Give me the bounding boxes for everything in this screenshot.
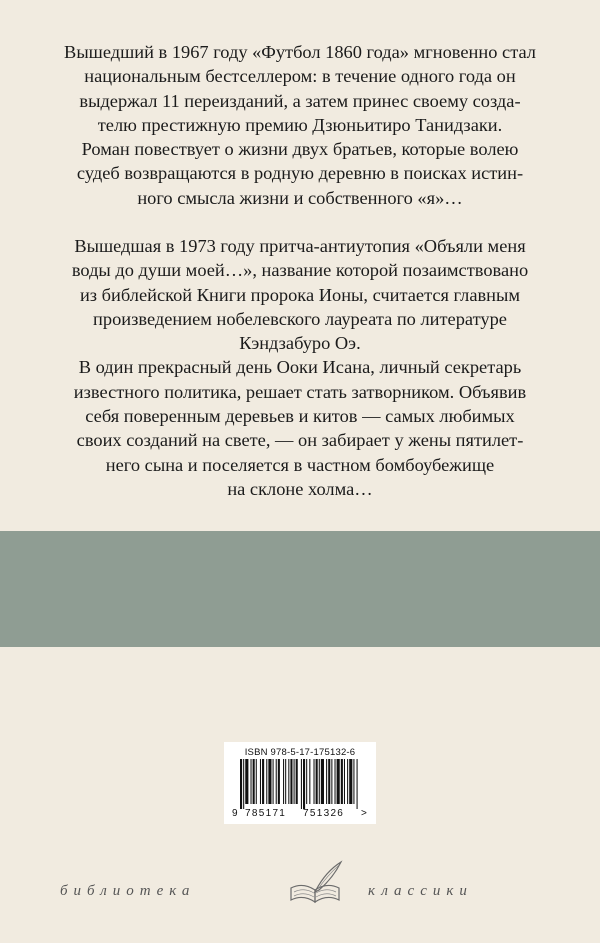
barcode-bar bbox=[268, 759, 271, 804]
barcode-bar bbox=[256, 759, 257, 804]
text-line: Вышедшая в 1973 году притча-антиутопия «Объяли меня bbox=[74, 236, 526, 256]
barcode-bar bbox=[251, 759, 252, 804]
barcode-bar bbox=[303, 759, 305, 809]
barcode-bar bbox=[328, 759, 330, 804]
text-line: произведением нобелевского лауреата по литературе bbox=[93, 308, 507, 329]
barcode-bar bbox=[353, 759, 354, 804]
barcode-bar bbox=[273, 759, 274, 804]
barcode-bar bbox=[331, 759, 332, 804]
barcode-bar bbox=[326, 759, 327, 804]
barcode-digits-right: 751326 bbox=[303, 808, 345, 819]
text-line: выдержал 11 переизданий, а затем принес своему созда- bbox=[79, 90, 521, 111]
barcode-bar bbox=[266, 759, 267, 804]
barcode-bar bbox=[245, 759, 248, 804]
barcode-bar bbox=[283, 759, 284, 804]
text-line: известного политика, решает стать затворником. Объявив bbox=[73, 381, 527, 402]
barcode-bar bbox=[240, 759, 242, 809]
barcode-quiet-mark: > bbox=[361, 808, 367, 819]
barcode-bar bbox=[260, 759, 261, 804]
barcode-bar bbox=[262, 759, 264, 804]
text-line: из библейской Книги пророка Ионы, считается главным bbox=[79, 284, 521, 305]
barcode-bar bbox=[294, 759, 295, 804]
text-line: В один прекрасный день Ооки Исана, личный секретарь bbox=[78, 357, 522, 378]
text-line: Роман повествует о жизни двух братьев, которые волею bbox=[81, 139, 519, 160]
isbn-label: ISBN 978-5-17-175132-6 bbox=[244, 747, 356, 758]
barcode-digits-left: 785171 bbox=[245, 808, 287, 819]
barcode-bar bbox=[276, 759, 277, 804]
barcode-panel bbox=[224, 742, 376, 824]
barcode-bar bbox=[344, 759, 345, 804]
barcode-bar bbox=[347, 759, 348, 804]
barcode-bar bbox=[319, 759, 320, 804]
barcode-bar bbox=[321, 759, 324, 804]
barcode-bar bbox=[316, 759, 318, 804]
barcode-bar bbox=[301, 759, 302, 809]
annotation-novel-1 bbox=[28, 40, 572, 210]
barcode-bar bbox=[335, 759, 336, 804]
text-line: Вышедший в 1967 году «Футбол 1860 года» мгновенно стал bbox=[64, 42, 536, 62]
barcode-bar bbox=[278, 759, 280, 804]
barcode-bar bbox=[253, 759, 255, 804]
decorative-band bbox=[0, 531, 600, 647]
text-line: воды до души моей…», название которой позаимствовано bbox=[71, 260, 529, 281]
text-line: своих созданий на свете, — он забирает у жены пятилет- bbox=[76, 430, 524, 451]
text-line: судеб возвращаются в родную деревню в поисках истин- bbox=[76, 163, 524, 184]
text-line: Кэндзабуро Оэ. bbox=[239, 333, 361, 354]
barcode-bar bbox=[296, 759, 298, 804]
text-line: на склоне холма… bbox=[227, 478, 373, 499]
text-line: телю престижную премию Дзюньитиро Танидзаки. bbox=[97, 114, 503, 135]
barcode-icon bbox=[224, 742, 376, 824]
barcode-bar bbox=[288, 759, 289, 804]
barcode-bar bbox=[337, 759, 340, 804]
barcode-bar bbox=[357, 759, 358, 809]
barcode-bar bbox=[341, 759, 343, 804]
text-line: ного смысла жизни и собственного «я»… bbox=[137, 187, 463, 208]
barcode-bar bbox=[349, 759, 352, 804]
barcode-bar bbox=[306, 759, 307, 804]
annotation-novel-2 bbox=[28, 234, 572, 501]
barcode-digit-lead: 9 bbox=[232, 808, 238, 819]
text-line: него сына и поселяется в частном бомбоубежище bbox=[105, 454, 495, 475]
barcode-bar bbox=[243, 759, 244, 809]
barcode-bar bbox=[314, 759, 315, 804]
barcode-bar bbox=[309, 759, 310, 804]
text-line: себя поверенным деревьев и китов — самых любимых bbox=[85, 406, 515, 427]
open-book-quill-icon bbox=[285, 858, 347, 908]
text-line: национальным бестселлером: в течение одного года он bbox=[84, 66, 516, 87]
series-name-left: библиотека bbox=[60, 883, 196, 899]
barcode-bar bbox=[290, 759, 292, 804]
barcode-bar bbox=[285, 759, 286, 804]
series-name-right: классики bbox=[368, 883, 473, 899]
